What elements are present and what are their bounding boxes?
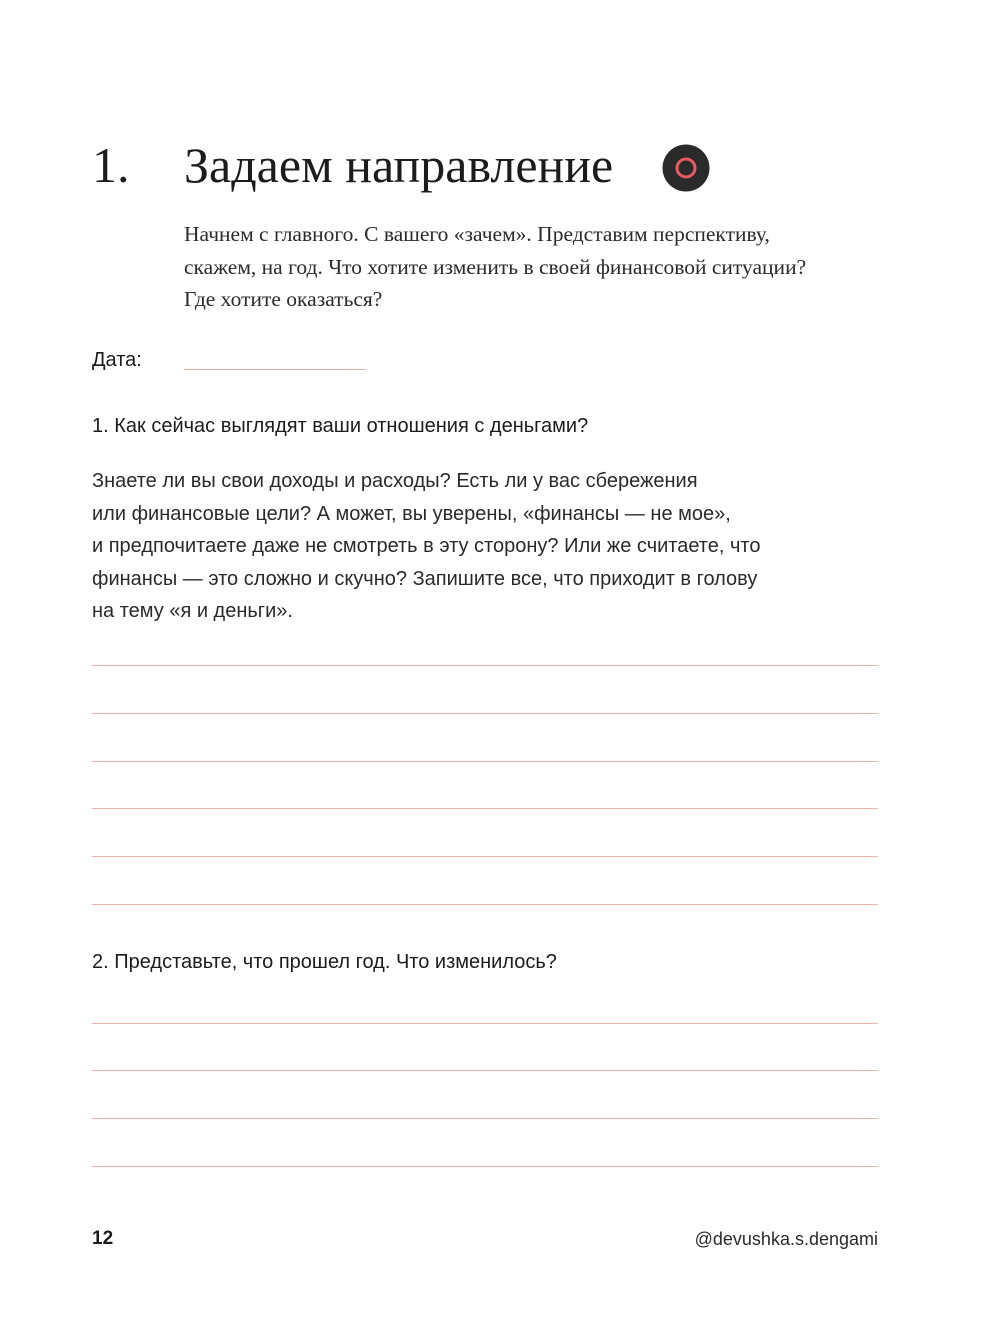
answer-2-line[interactable] xyxy=(92,1023,878,1024)
footer-handle: @devushka.s.dengami xyxy=(694,1229,878,1249)
chapter-number: 1. xyxy=(92,137,130,193)
answer-2-line[interactable] xyxy=(92,1118,878,1119)
answer-1-line[interactable] xyxy=(92,665,878,666)
intro-paragraph xyxy=(184,218,904,316)
intro-line: Начнем с главного. С вашего «зачем». Представим перспективу, xyxy=(184,222,770,246)
date-label: Дата: xyxy=(92,349,142,371)
question-1-title: 1. Как сейчас выглядят ваши отношения с деньгами? xyxy=(92,415,589,437)
date-write-line[interactable] xyxy=(184,369,366,370)
target-icon xyxy=(662,144,710,192)
prompt-line: на тему «я и деньги». xyxy=(92,600,293,622)
prompt-line: финансы — это сложно и скучно? Запишите все, что приходит в голову xyxy=(92,567,758,590)
answer-1-line[interactable] xyxy=(92,856,878,857)
question-2-title: 2. Представьте, что прошел год. Что изменилось? xyxy=(92,951,557,973)
answer-1-line[interactable] xyxy=(92,713,878,714)
question-1-prompt xyxy=(92,465,892,628)
intro-line: скажем, на год. Что хотите изменить в своей финансовой ситуации? xyxy=(184,254,807,279)
prompt-line: или финансовые цели? А может, вы уверены, «финансы — не мое», xyxy=(92,502,731,525)
answer-2-line[interactable] xyxy=(92,1070,878,1071)
chapter-title: Задаем направление xyxy=(184,137,614,193)
prompt-line: Знаете ли вы свои доходы и расходы? Есть ли у вас сбережения xyxy=(92,470,698,492)
answer-1-line[interactable] xyxy=(92,761,878,762)
page-number: 12 xyxy=(92,1228,114,1249)
answer-2-line[interactable] xyxy=(92,1166,878,1167)
answer-1-line[interactable] xyxy=(92,808,878,809)
answer-1-line[interactable] xyxy=(92,904,878,905)
prompt-line: и предпочитаете даже не смотреть в эту сторону? Или же считаете, что xyxy=(92,535,761,557)
intro-line: Где хотите оказаться? xyxy=(184,287,383,311)
